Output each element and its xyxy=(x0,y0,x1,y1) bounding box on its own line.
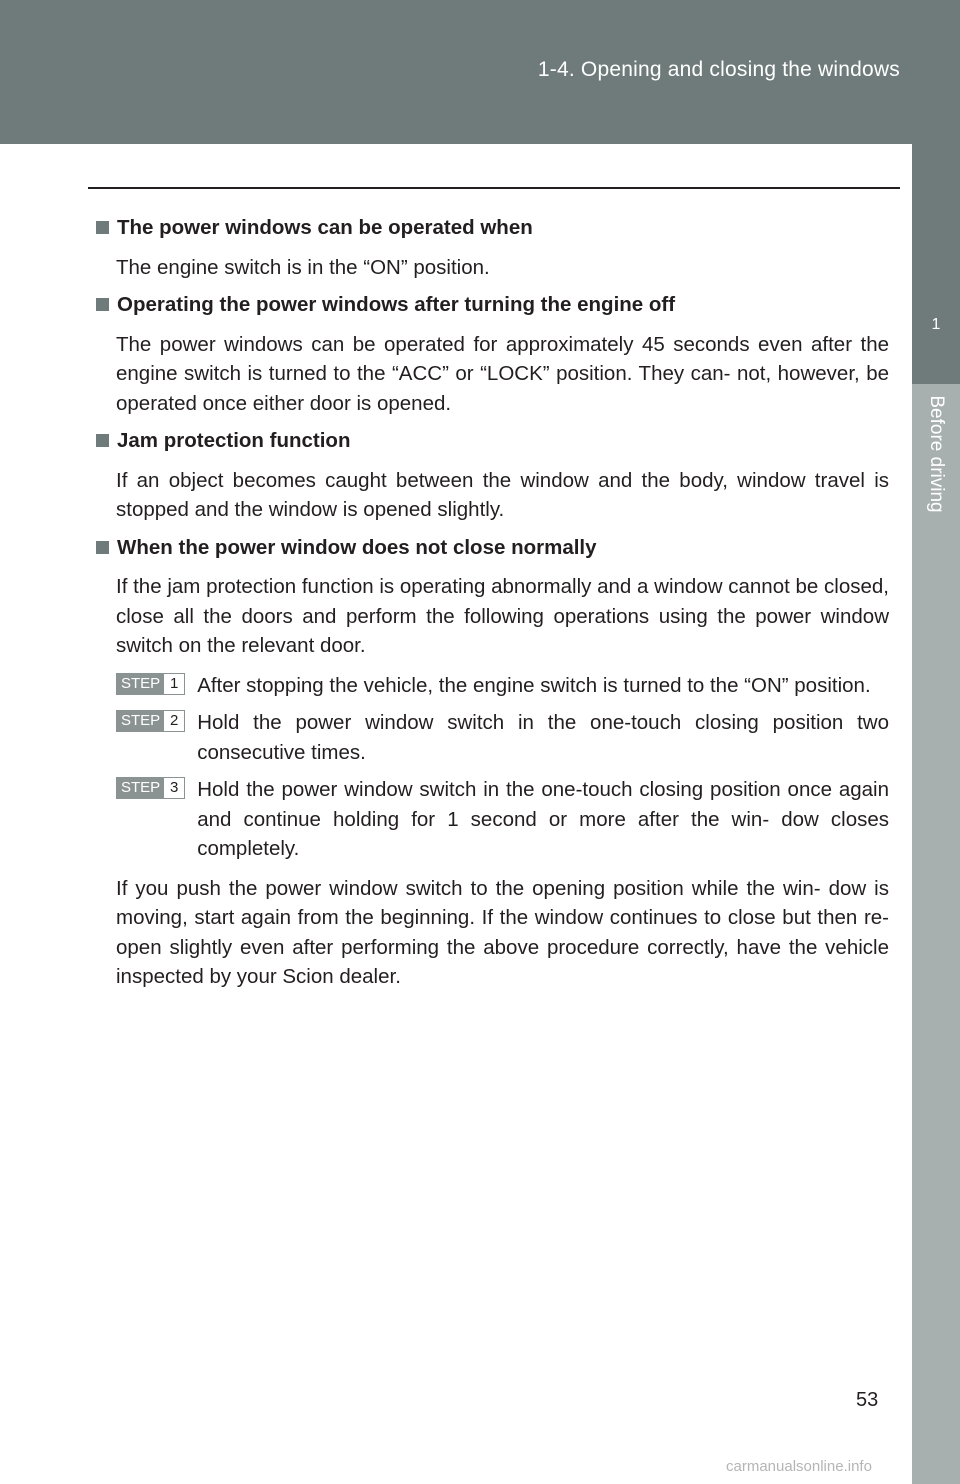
section-footer: If you push the power window switch to the opening position while the win- dow is moving, start again from the beginning. If the window continues to close but then re-open slightly even after performing the above procedure correctly, have the vehicle inspected by your Scion dealer. xyxy=(116,876,889,988)
section-body: If an object becomes caught between the window and the body, window travel is stopped and the window is opened slightly. xyxy=(116,468,889,521)
step-badge-label: STEP xyxy=(117,711,164,731)
step-text: After stopping the vehicle, the engine switch is turned to the “ON” position. xyxy=(197,673,871,697)
page-number: 53 xyxy=(856,1389,879,1411)
step-item xyxy=(116,775,889,864)
header-rule xyxy=(88,187,900,189)
chapter-tab-strip xyxy=(912,384,960,1484)
section-heading-text: Jam protection function xyxy=(117,429,351,452)
section-title: 1-4. Opening and closing the windows xyxy=(537,58,900,81)
section-heading-text: Operating the power windows after turning the engine off xyxy=(117,293,676,316)
page-content xyxy=(96,213,889,1000)
section-heading xyxy=(96,213,889,243)
watermark: carmanualsonline.info xyxy=(726,1458,872,1475)
section-body: If the jam protection function is operating abnormally and a window cannot be closed, close all the doors and perform the following operations using the power window switch on the relevant door. xyxy=(116,575,889,657)
page-header xyxy=(0,0,960,144)
section-body: The engine switch is in the “ON” position. xyxy=(116,255,490,279)
step-badge xyxy=(116,777,185,799)
step-item xyxy=(116,671,889,701)
chapter-number: 1 xyxy=(931,316,941,333)
section-heading xyxy=(96,533,889,563)
section-heading xyxy=(96,426,889,456)
step-badge-label: STEP xyxy=(117,778,164,798)
step-badge-number: 1 xyxy=(164,674,184,694)
step-badge-number: 3 xyxy=(164,778,184,798)
chapter-tab xyxy=(912,144,960,384)
section-heading-text: The power windows can be operated when xyxy=(117,216,533,239)
step-item xyxy=(116,708,889,767)
step-text: Hold the power window switch in the one-touch closing position once again and continue holding for 1 second or more after the win- dow closes completely. xyxy=(197,778,889,860)
step-badge-label: STEP xyxy=(117,674,164,694)
step-list xyxy=(116,671,889,864)
chapter-label: Before driving xyxy=(926,395,947,513)
section-heading xyxy=(96,290,889,320)
square-bullet-icon xyxy=(96,298,109,311)
step-text: Hold the power window switch in the one-touch closing position two consecutive times. xyxy=(197,711,889,764)
square-bullet-icon xyxy=(96,541,109,554)
section-body: The power windows can be operated for approximately 45 seconds even after the engine switch is turned to the “ACC” or “LOCK” position. They can- not, however, be operated once either door is opened. xyxy=(116,332,889,415)
step-badge xyxy=(116,673,185,695)
square-bullet-icon xyxy=(96,434,109,447)
step-badge-number: 2 xyxy=(164,711,184,731)
square-bullet-icon xyxy=(96,221,109,234)
section-heading-text: When the power window does not close normally xyxy=(117,535,597,559)
step-badge xyxy=(116,710,185,732)
